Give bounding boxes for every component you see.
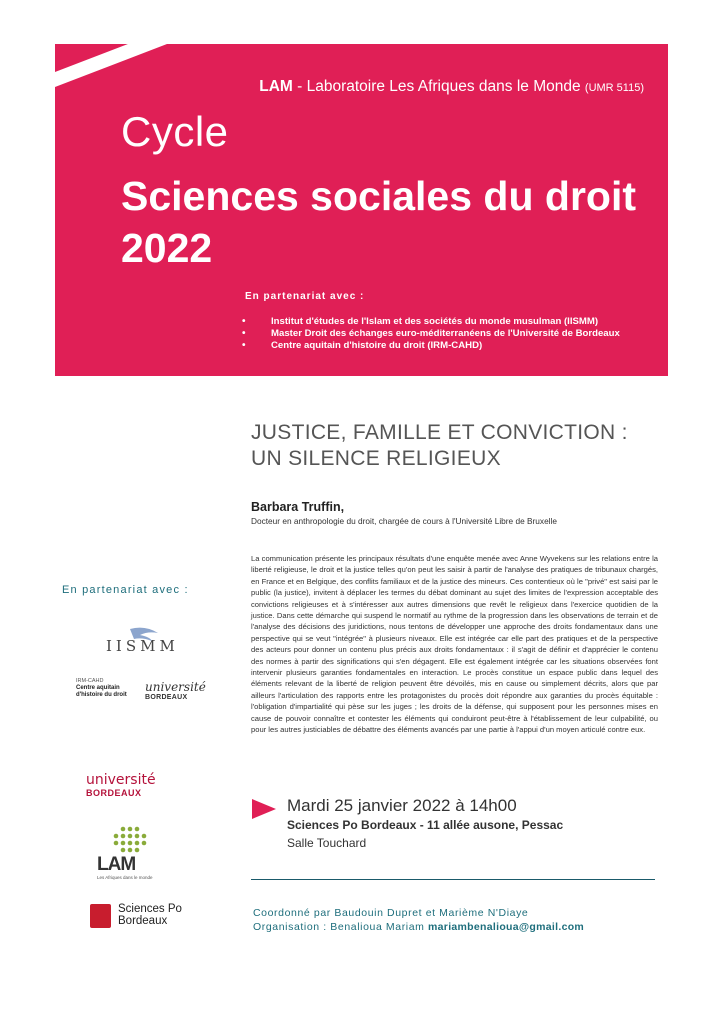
talk-abstract: La communication présente les principaux résultats d'une enquête menée avec Anne Wyvekens sur les relations entre la liberté religieuse, le droit et la justice telles qu'on peut les saisir à partir de l'analyse des pratiques de tribunaux chargés, en France et en Belgique, des conflits familiaux et de la justice des mineurs. Ces contentieux où le "privé" est saisi par le public (la justice), invitent à déplacer les termes du débat dominant au sujet des limites de l'expression acceptable des convictions religieuses et à s'intéresser aux autres dimensions que revêt le religieux dans l'exercice quotidien de la justice. Dans cette démarche qui suspend le normatif au rythme de la progression dans les observations de terrain et de l'analyse des décisions des juridictions, nous tentons de développer une approche des droits fondamentaux dans une perspective qui se veut "intégrée" à plusieurs niveaux. Elle est intégrée car elle part des pratiques et de la perspective des acteurs pour donner un contenu plus précis aux droits fondamentaux : il s'agit de définir et d'apprécier le contenu des normes à partir des significations qui s'en dégagent. Elle est également intégrée car les situations observées font intervenir plusieurs garanties fondamentales en interaction. Le procès constitue un espace public dans lequel des éléments relevant de la liberté de religion peuvent être dévoilés, mis en cause ou simplement décrits, alors que par ailleurs l'articulation des rapports entre les protagonistes du procès doit répondre aux garanties du procès équitable : l'obligation d'impartialité qui pèse sur les juges ; les droits de la défense, qui supposent pour les personnes mises en cause de pouvoir connaître et contester les éléments qui conduiront peut-être à l'établissement de leur culpabilité, ou pour les autres justiciables de débattre des éléments avancés par une partie à l'appui d'un moyen articulé contre eux. <box>251 554 658 735</box>
series-year: 2022 <box>121 225 213 271</box>
irm-logo-line1: IRM-CAHD <box>76 678 104 684</box>
lab-title <box>259 78 644 96</box>
contact-email[interactable]: mariambenalioua@gmail.com <box>428 921 585 933</box>
partner-list <box>242 316 620 352</box>
sidebar-partner-heading: En partenariat avec : <box>62 584 189 596</box>
decorative-stripe <box>55 44 270 98</box>
universite-bordeaux-logo <box>86 772 196 812</box>
talk-title-line2: UN SILENCE RELIGIEUX <box>251 447 501 470</box>
irm-cahd-logo <box>76 678 140 723</box>
talk-title-line1: JUSTICE, FAMILLE ET CONVICTION : <box>251 421 628 444</box>
universite-bordeaux-logo-small <box>145 680 215 710</box>
irm-logo-line3: d'histoire du droit <box>76 692 127 698</box>
talk-title <box>251 420 671 472</box>
speaker-name: Barbara Truffin, <box>251 500 345 514</box>
partner-item: • Centre aquitain d'histoire du droit (IRM-CAHD) <box>242 340 620 352</box>
iismm-logo-text: IISMM <box>106 637 179 655</box>
ub2-logo-word: université <box>86 772 156 788</box>
arrow-right-icon <box>252 799 276 819</box>
event-room: Salle Touchard <box>287 836 367 850</box>
sp-logo-line2: Bordeaux <box>118 915 168 927</box>
lab-name: - Laboratoire Les Afriques dans le Monde <box>292 78 585 95</box>
lam-logo <box>95 826 175 882</box>
organisation-label: Organisation : Benalioua Mariam <box>253 921 429 933</box>
lam-logo-tagline: Les Afriques dans le monde <box>97 875 153 880</box>
ub-logo-word: université <box>145 680 206 694</box>
event-date: Mardi 25 janvier 2022 à 14h00 <box>287 796 517 815</box>
sciences-po-logo-text <box>118 903 182 927</box>
coordination-line: Coordonné par Baudouin Dupret et Marième N'Diaye <box>253 907 529 919</box>
header-banner <box>55 44 668 376</box>
sciences-po-mark-icon <box>90 904 111 928</box>
lam-dots-icon <box>95 826 175 856</box>
lab-code: (UMR 5115) <box>584 82 644 94</box>
cycle-word: Cycle <box>121 108 229 155</box>
ub2-logo-sub: BORDEAUX <box>86 788 142 798</box>
ub-logo-sub: BORDEAUX <box>145 694 188 701</box>
speaker-role: Docteur en anthropologie du droit, chargée de cours à l'Université Libre de Bruxelle <box>251 516 557 526</box>
lam-logo-text: LAM <box>97 854 136 875</box>
irm-logo-line2: Centre aquitain <box>76 685 120 691</box>
sciences-po-bordeaux-logo <box>90 902 200 932</box>
event-venue: Sciences Po Bordeaux - 11 allée ausone, Pessac <box>287 818 564 832</box>
divider <box>251 879 655 880</box>
lab-acronym: LAM <box>259 78 293 95</box>
organisation-line <box>253 921 584 933</box>
iismm-logo <box>100 625 190 659</box>
series-title <box>121 170 636 274</box>
series-title-line: Sciences sociales du droit <box>121 173 636 219</box>
partner-item: • Institut d'études de l'Islam et des sociétés du monde musulman (IISMM) <box>242 316 620 328</box>
partner-item: • Master Droit des échanges euro-méditerranéens de l'Université de Bordeaux <box>242 328 620 340</box>
partner-intro: En partenariat avec : <box>245 291 365 302</box>
sp-logo-line1: Sciences Po <box>118 903 182 915</box>
